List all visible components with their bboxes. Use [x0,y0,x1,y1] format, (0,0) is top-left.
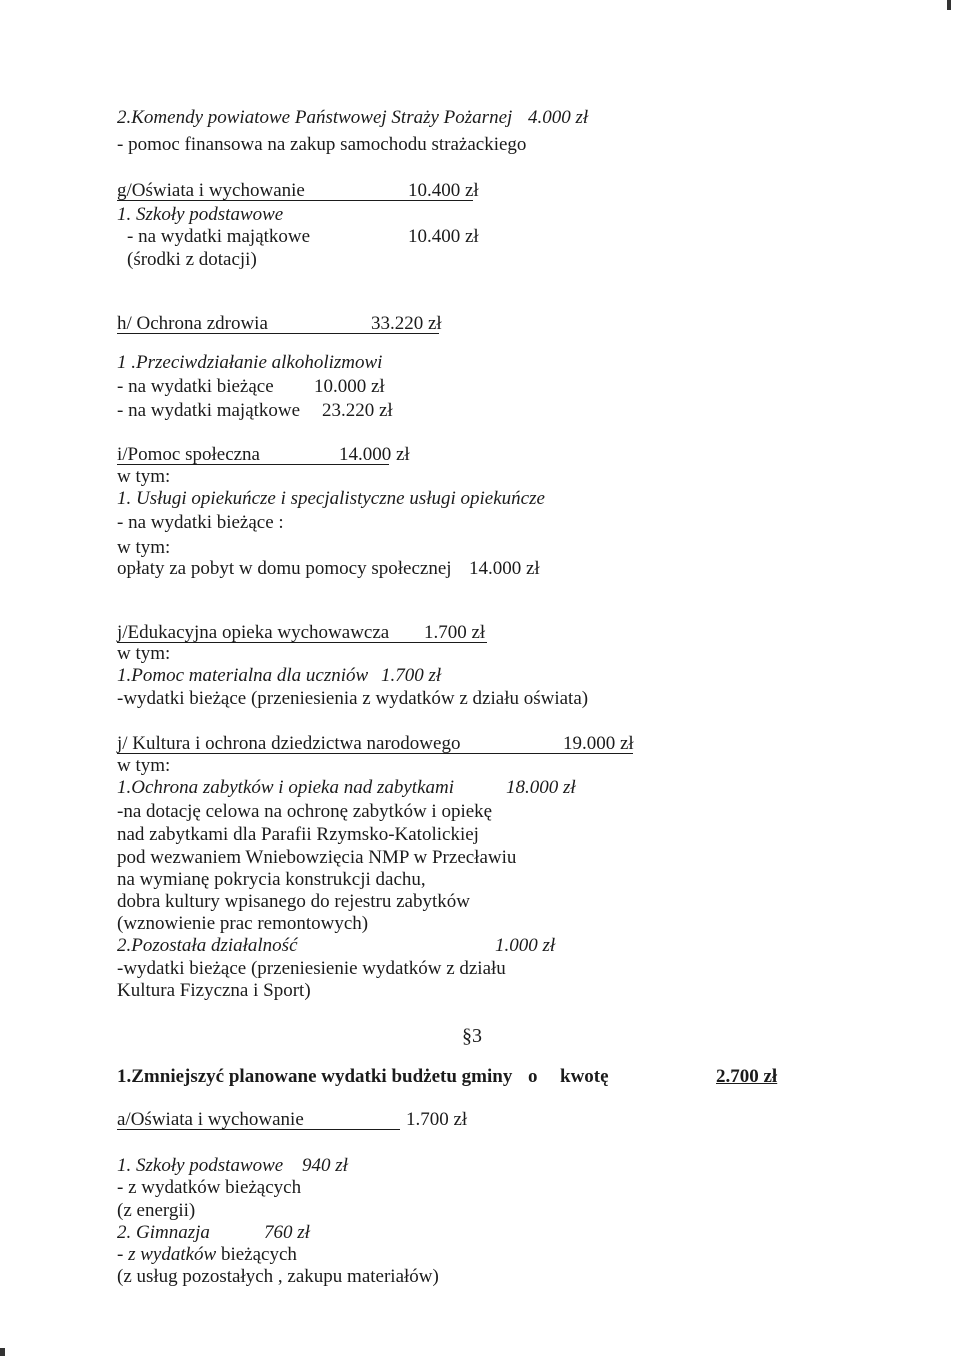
kultura-title: j/ Kultura i ochrona dziedzictwa narodowego [117,733,461,754]
kultura-item2-line: Kultura Fizyczna i Sport) [117,980,311,1001]
zdrowie-line1: - na wydatki bieżące [117,376,274,397]
oswiata2-item1-line2: (z energii) [117,1200,196,1221]
oswiata2-item2-title: 2. Gimnazja [117,1222,210,1243]
section-heading-amount: 2.700 zł [716,1066,778,1087]
edukacja-line1: -wydatki bieżące (przeniesienia z wydatków z działu oświata) [117,688,589,709]
section-heading-o: o [528,1066,538,1087]
edukacja-wtym: w tym: [117,643,171,664]
edukacja-amount: 1.700 zł [424,622,486,643]
kultura-item1-title: 1.Ochrona zabytków i opieka nad zabytkami [117,777,455,798]
pomoc-amount: 14.000 zł [339,444,410,465]
oswiata2-item1-line1: - z wydatków bieżących [117,1177,302,1198]
pomoc-line2-amount: 14.000 zł [469,558,540,579]
oswiata-item-note: (środki z dotacji) [127,249,257,270]
oswiata2-item2-line1-italic: - z wydatków [117,1244,217,1265]
edukacja-title: j/Edukacyjna opieka wychowawcza [117,622,390,643]
pomoc-line2: opłaty za pobyt w domu pomocy społecznej [117,558,452,579]
komendy-desc: - pomoc finansowa na zakup samochodu strażackiego [117,134,527,155]
kultura-wtym: w tym: [117,755,171,776]
kultura-underline [117,753,633,754]
oswiata-title: g/Oświata i wychowanie [117,180,305,201]
oswiata2-item2-amount: 760 zł [264,1222,310,1243]
oswiata2-item2-line1 [117,1244,297,1266]
pomoc-line1: - na wydatki bieżące : [117,512,284,533]
kultura-item1-amount: 18.000 zł [506,777,576,798]
oswiata-item-amount: 10.400 zł [408,226,479,247]
oswiata-item-line: - na wydatki majątkowe [127,226,311,247]
edukacja-item-amount: 1.700 zł [381,665,442,686]
kultura-item2-line: -wydatki bieżące (przeniesienie wydatków z działu [117,958,506,979]
scan-mark [0,1348,5,1356]
oswiata2-item2-line1-rest: bieżących [216,1244,297,1265]
oswiata-item-title: 1. Szkoły podstawowe [117,204,284,225]
oswiata2-item1-title: 1. Szkoły podstawowe [117,1155,284,1176]
section-mark: §3 [462,1025,482,1047]
kultura-amount: 19.000 zł [563,733,634,754]
section-heading-kwote: kwotę [560,1066,609,1087]
kultura-item2-amount: 1.000 zł [495,935,556,956]
kultura-item2-title: 2.Pozostała działalność [117,935,298,956]
kultura-item1-line: na wymianę pokrycia konstrukcji dachu, [117,869,426,890]
kultura-item1-line: (wznowienie prac remontowych) [117,913,369,934]
oswiata2-title: a/Oświata i wychowanie [117,1109,304,1130]
scan-mark [947,0,951,10]
pomoc-item-title: 1. Usługi opiekuńcze i specjalistyczne usługi opiekuńcze [117,488,545,509]
oswiata-amount: 10.400 zł [408,180,479,201]
zdrowie-line2-amount: 23.220 zł [322,400,393,421]
oswiata2-item1-amount: 940 zł [302,1155,348,1176]
zdrowie-amount: 33.220 zł [371,313,442,334]
zdrowie-line2: - na wydatki majątkowe [117,400,301,421]
pomoc-wtym: w tym: [117,466,171,487]
edukacja-item-title: 1.Pomoc materialna dla uczniów [117,665,369,686]
kultura-item1-line: dobra kultury wpisanego do rejestru zabytków [117,891,470,912]
oswiata2-amount: 1.700 zł [406,1109,468,1130]
kultura-item1-line: pod wezwaniem Wniebowzięcia NMP w Przecławiu [117,847,517,868]
section-heading: 1.Zmniejszyć planowane wydatki budżetu gminy [117,1066,513,1087]
zdrowie-title: h/ Ochrona zdrowia [117,313,268,334]
pomoc-title: i/Pomoc społeczna [117,444,260,465]
zdrowie-line1-amount: 10.000 zł [314,376,385,397]
zdrowie-item-title: 1 .Przeciwdziałanie alkoholizmowi [117,352,383,373]
komendy-amount: 4.000 zł [528,107,589,128]
kultura-item1-line: -na dotację celowa na ochronę zabytków i opiekę [117,801,493,822]
oswiata2-underline [117,1129,400,1130]
kultura-item1-line: nad zabytkami dla Parafii Rzymsko-Katolickiej [117,824,479,845]
oswiata2-item2-line2: (z usług pozostałych , zakupu materiałów) [117,1266,439,1287]
pomoc-wtym2: w tym: [117,537,171,558]
komendy-title: 2.Komendy powiatowe Państwowej Straży Pożarnej [117,107,513,128]
